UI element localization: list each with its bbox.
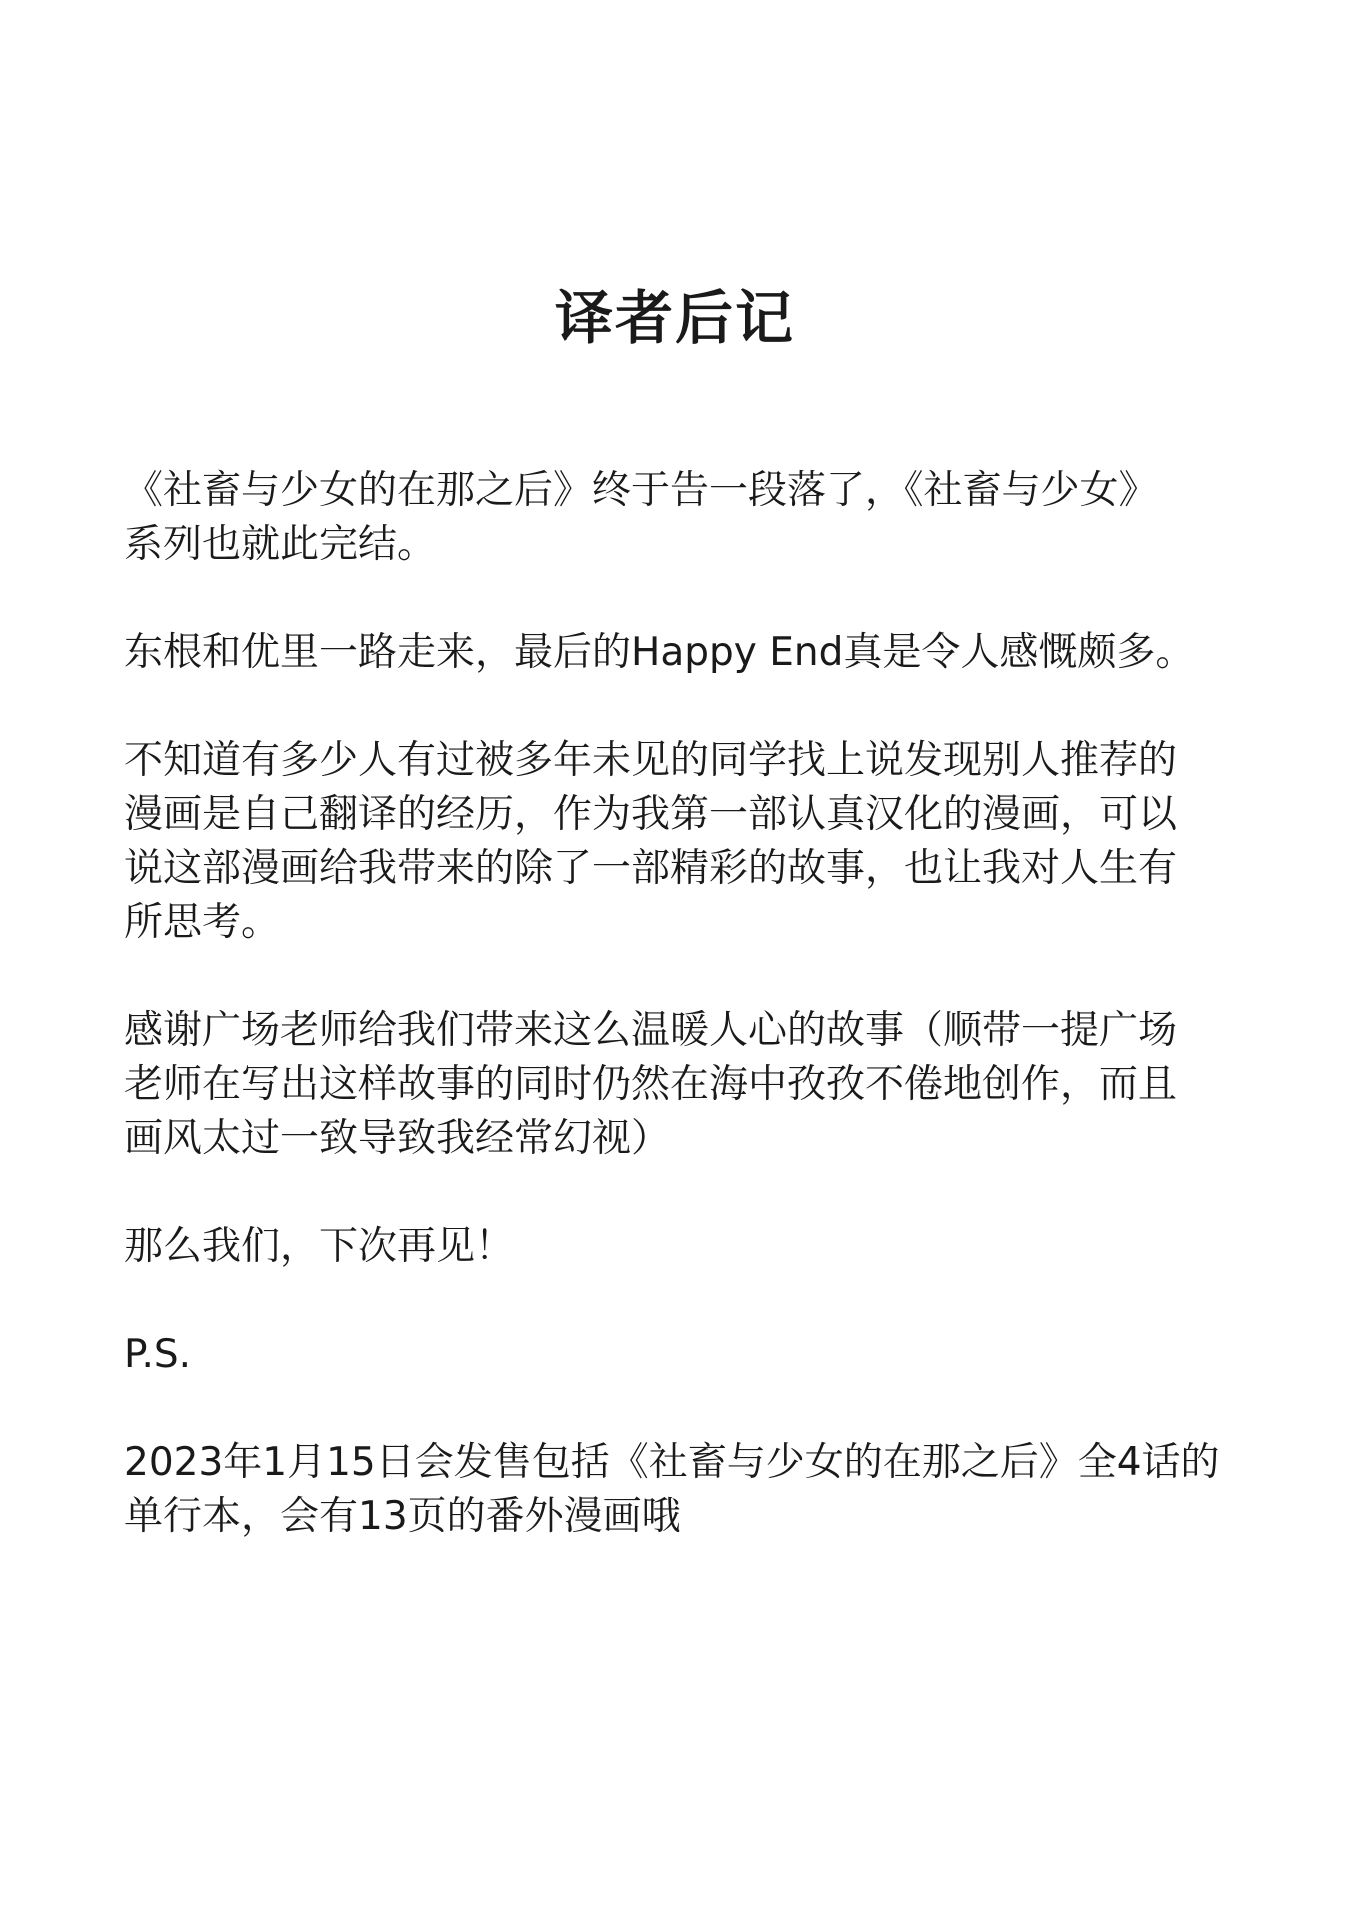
paragraph-4: [124, 1004, 1236, 1166]
text-line: 不知道有多少人有过被多年未见的同学找上说发现别人推荐的: [124, 738, 1178, 783]
paragraph-7: [124, 1436, 1236, 1544]
page-title: 译者后记: [554, 284, 795, 352]
text-line: 感谢广场老师给我们带来这么温暖人心的故事（顺带一提广场: [124, 1008, 1178, 1053]
text-line: 那么我们，下次再见！: [124, 1224, 515, 1269]
text-line: 所思考。: [124, 900, 281, 945]
paragraph-5: [124, 1220, 1236, 1274]
text-line: 老师在写出这样故事的同时仍然在海中孜孜不倦地创作，而且: [124, 1062, 1178, 1107]
text-line: 2023年1月15日会发售包括《社畜与少女的在那之后》全4话的: [124, 1440, 1220, 1485]
text-line: 东根和优里一路走来，最后的Happy End真是令人感慨颇多。: [124, 630, 1195, 675]
paragraph-ps: [124, 1328, 1236, 1382]
paragraph-2: [124, 626, 1236, 680]
text-line: 漫画是自己翻译的经历，作为我第一部认真汉化的漫画，可以: [124, 792, 1178, 837]
text-line: 说这部漫画给我带来的除了一部精彩的故事，也让我对人生有: [124, 846, 1178, 891]
afterword-body: [124, 464, 1236, 1598]
text-line: 单行本，会有13页的番外漫画哦: [124, 1494, 681, 1539]
text-line: P.S.: [124, 1332, 191, 1377]
text-line: 画风太过一致导致我经常幻视）: [124, 1116, 671, 1161]
text-line: 系列也就此完结。: [124, 522, 437, 567]
text-line: 《社畜与少女的在那之后》终于告一段落了，《社畜与少女》: [124, 468, 1158, 513]
paragraph-3: [124, 734, 1236, 950]
paragraph-1: [124, 464, 1236, 572]
